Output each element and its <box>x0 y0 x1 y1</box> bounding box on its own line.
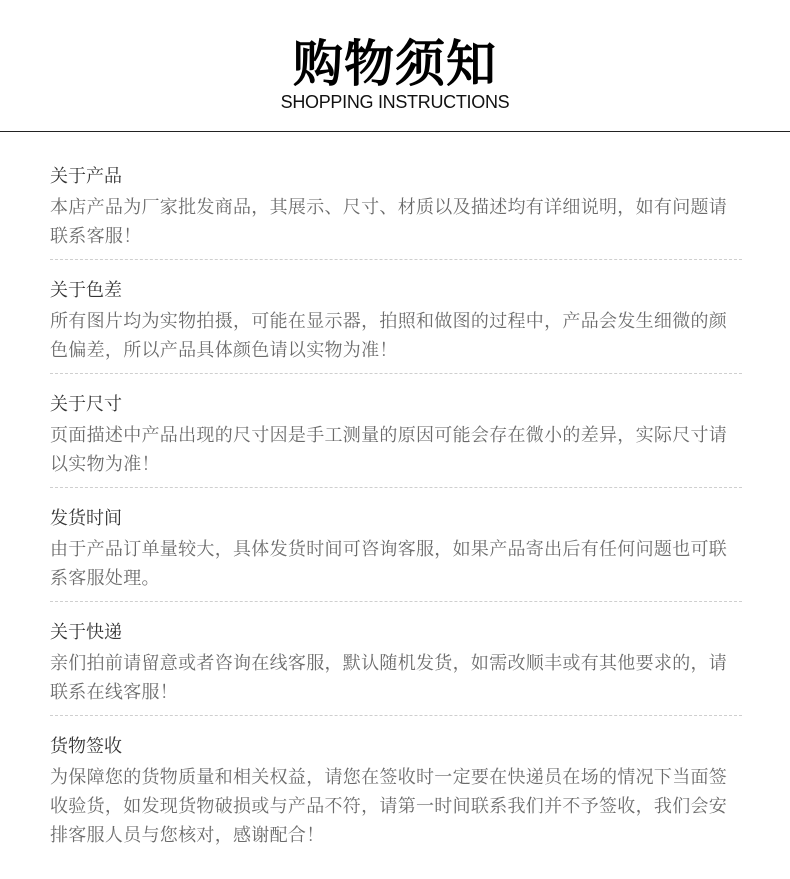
section-body: 页面描述中产品出现的尺寸因是手工测量的原因可能会存在微小的差异，实际尺寸请以实物为准！ <box>50 425 728 475</box>
section-product <box>50 161 742 274</box>
page-header <box>0 0 790 134</box>
page-title: 购物须知 <box>293 35 497 93</box>
section-body: 亲们拍前请留意或者咨询在线客服，默认随机发货，如需改顺丰或有其他要求的，请联系在线客服！ <box>50 653 728 703</box>
section-size <box>50 389 742 502</box>
section-title: 货物签收 <box>50 736 122 757</box>
section-shipping-time <box>50 503 742 616</box>
section-receipt <box>50 731 742 844</box>
section-body: 为保障您的货物质量和相关权益，请您在签收时一定要在快递员在场的情况下当面签收验货，如发现货物破损或与产品不符，请第一时间联系我们并不予签收，我们会安排客服人员与您核对，感谢配合！ <box>50 767 728 846</box>
section-title: 关于快递 <box>50 622 122 643</box>
section-divider <box>50 259 742 260</box>
instructions-list <box>50 160 742 844</box>
page-subtitle: SHOPPING INSTRUCTIONS <box>280 92 510 112</box>
section-courier <box>50 617 742 730</box>
section-divider <box>50 373 742 374</box>
section-divider <box>50 487 742 488</box>
section-color-difference <box>50 275 742 388</box>
section-body: 所有图片均为实物拍摄，可能在显示器，拍照和做图的过程中，产品会发生细微的颜色偏差，所以产品具体颜色请以实物为准！ <box>50 311 728 361</box>
section-title: 关于产品 <box>50 166 122 187</box>
section-divider <box>50 601 742 602</box>
section-title: 关于色差 <box>50 280 122 301</box>
section-body: 本店产品为厂家批发商品，其展示、尺寸、材质以及描述均有详细说明，如有问题请联系客服！ <box>50 197 728 247</box>
section-title: 发货时间 <box>50 508 122 529</box>
section-body: 由于产品订单量较大，具体发货时间可咨询客服，如果产品寄出后有任何问题也可联系客服处理。 <box>50 539 728 589</box>
section-divider <box>50 715 742 716</box>
header-divider <box>0 131 790 132</box>
section-title: 关于尺寸 <box>50 394 122 415</box>
